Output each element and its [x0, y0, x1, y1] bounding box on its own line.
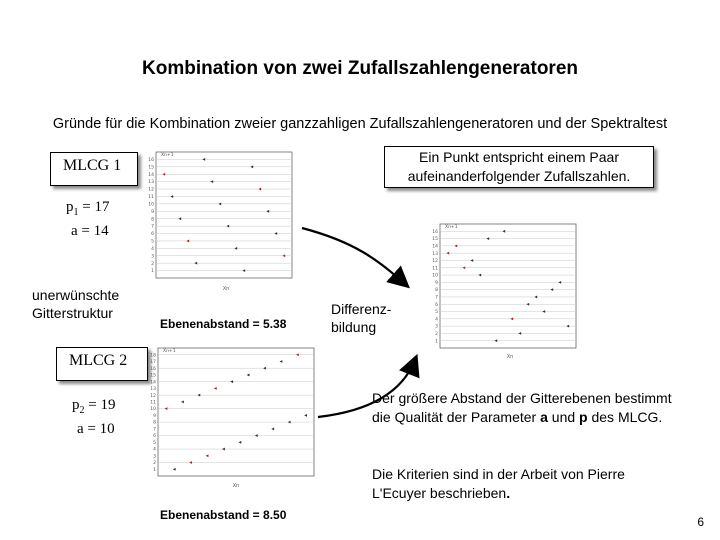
y-tick-label: 12	[150, 393, 156, 399]
mlcg1-p-value: = 17	[78, 199, 110, 215]
y-tick-label: 11	[150, 400, 156, 406]
quality-text-1: Der größere Abstand der Gitterebenen bestimmt die Qualität der Parameter	[372, 390, 672, 425]
y-tick-label: 4	[153, 447, 156, 453]
y-tick-label: 11	[432, 266, 438, 272]
mlcg2-p-symbol: p	[72, 397, 80, 413]
y-tick-label: 6	[435, 302, 438, 308]
y-tick-label: 10	[148, 202, 154, 208]
y-tick-label: 3	[151, 254, 154, 260]
arrow-mlcg1-to-combined	[302, 228, 405, 284]
page-number: 6	[697, 515, 704, 529]
y-tick-label: 14	[148, 172, 154, 178]
page-title: Kombination von zwei Zufallszahlengeneratoren	[142, 58, 578, 79]
criteria-note	[372, 465, 664, 503]
y-tick-label: 5	[435, 310, 438, 316]
y-tick-label: 9	[435, 280, 438, 286]
lattice-note-line1: unerwünschte	[32, 287, 120, 303]
quality-note	[372, 389, 690, 427]
mlcg1-plane-distance: Ebenenabstand = 5.38	[160, 317, 287, 331]
y-tick-label: 16	[432, 229, 438, 235]
y-tick-label: 1	[153, 467, 156, 473]
mlcg2-xlabel: Xn	[232, 483, 240, 489]
y-tick-label: 12	[432, 259, 438, 265]
criteria-text: Die Kriterien sind in der Arbeit von Pierre L'Ecuyer beschrieben	[372, 466, 625, 501]
y-tick-label: 6	[153, 434, 156, 440]
y-tick-label: 15	[148, 165, 154, 171]
mlcg2-label: MLCG 2	[69, 352, 128, 369]
mlcg2-plane-distance: Ebenenabstand = 8.50	[160, 508, 287, 522]
y-tick-label: 9	[153, 413, 156, 419]
criteria-dot: .	[506, 485, 511, 501]
mlcg1-p-sub: 1	[73, 207, 79, 218]
difference-label	[331, 300, 391, 336]
y-tick-label: 11	[148, 195, 154, 201]
y-tick-label: 13	[432, 251, 438, 257]
y-tick-label: 9	[151, 209, 154, 215]
y-tick-label: 14	[150, 380, 156, 386]
mlcg2-label-box	[56, 347, 148, 381]
mlcg1-xlabel: Xn	[222, 286, 230, 292]
mlcg2-p-line	[72, 396, 115, 420]
mlcg2-ylabel: Xn+1	[163, 349, 176, 354]
y-tick-label: 1	[435, 339, 438, 345]
y-tick-label: 12	[148, 187, 154, 193]
y-tick-label: 4	[151, 246, 154, 252]
y-tick-label: 8	[153, 420, 156, 426]
y-tick-label: 2	[151, 261, 154, 267]
y-tick-label: 15	[150, 373, 156, 379]
y-tick-label: 7	[151, 224, 154, 230]
y-tick-label: 15	[432, 237, 438, 243]
y-tick-label: 7	[153, 427, 156, 433]
page-subtitle: Gründe für die Kombination zweier ganzzahligen Zufallszahlengeneratoren und der Spektraltest	[52, 116, 668, 132]
y-tick-label: 14	[432, 244, 438, 250]
y-tick-label: 4	[435, 317, 438, 323]
lattice-note-line2: Gitterstruktur	[32, 305, 113, 321]
difference-line2: bildung	[331, 319, 377, 335]
mlcg1-ylabel: Xn+1	[161, 153, 174, 158]
difference-line1: Differenz-	[331, 301, 392, 317]
quality-text-2: und	[547, 409, 580, 425]
y-tick-label: 5	[151, 239, 154, 245]
y-tick-label: 18	[150, 353, 156, 359]
y-tick-label: 17	[150, 360, 156, 366]
y-tick-label: 6	[151, 232, 154, 238]
y-tick-label: 10	[150, 407, 156, 413]
y-tick-label: 3	[153, 454, 156, 460]
mlcg2-p-sub: 2	[79, 405, 85, 416]
y-tick-label: 8	[435, 288, 438, 294]
y-tick-label: 2	[435, 332, 438, 338]
y-tick-label: 5	[153, 440, 156, 446]
y-tick-label: 1	[151, 269, 154, 275]
quality-text-3: des MLCG.	[587, 409, 663, 425]
y-tick-label: 10	[432, 273, 438, 279]
mlcg2-p-value: = 19	[84, 397, 116, 413]
mlcg1-p-symbol: p	[66, 199, 74, 215]
pair-note-text: Ein Punkt entspricht einem Paar aufeinanderfolgender Zufallszahlen.	[407, 149, 631, 184]
combined-ylabel: Xn+1	[445, 225, 458, 230]
mlcg2-a-line: a = 10	[77, 421, 115, 437]
y-tick-label: 8	[151, 217, 154, 223]
y-tick-label: 3	[435, 324, 438, 330]
y-tick-label: 13	[148, 180, 154, 186]
y-tick-label: 2	[153, 461, 156, 467]
mlcg1-label: MLCG 1	[63, 157, 122, 174]
y-tick-label: 7	[435, 295, 438, 301]
y-tick-label: 16	[148, 158, 154, 164]
mlcg2-params	[72, 396, 115, 439]
y-tick-label: 16	[150, 366, 156, 372]
mlcg1-a-line: a = 14	[71, 223, 109, 239]
y-tick-label: 13	[150, 387, 156, 393]
quality-param-a: a	[540, 409, 548, 425]
mlcg2-scatter-plot	[148, 344, 318, 494]
combined-xlabel: Xn	[506, 354, 514, 360]
quality-param-p: p	[579, 409, 588, 425]
combined-scatter-plot	[430, 220, 580, 360]
